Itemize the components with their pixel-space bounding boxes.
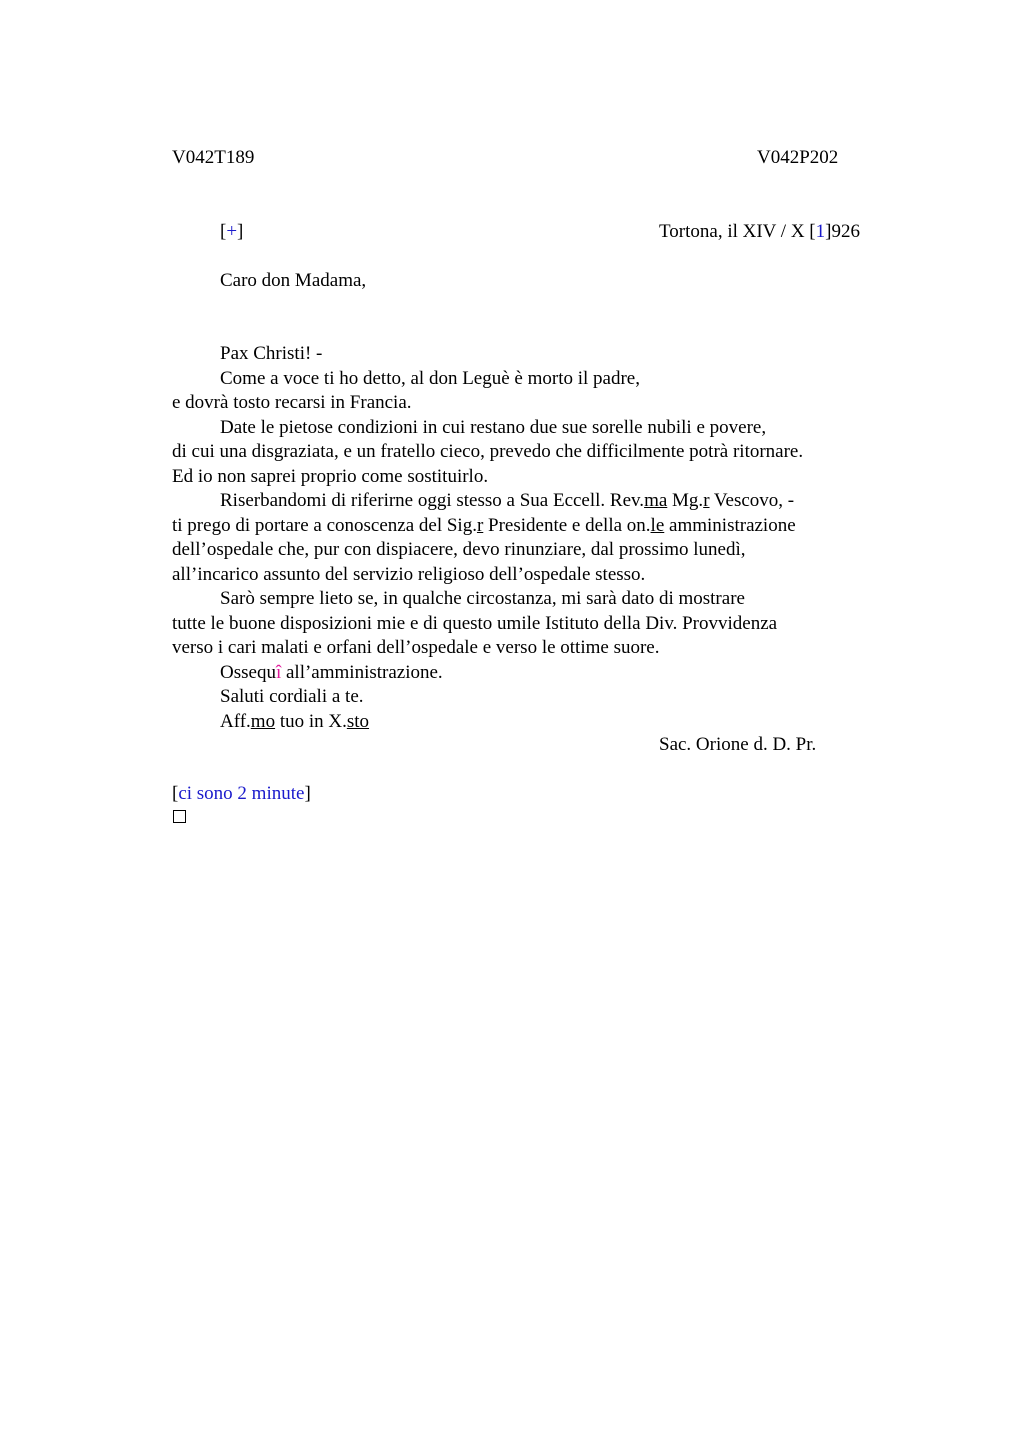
text-line: Riserbandomi di riferirne oggi stesso a Sua Eccell. Rev.ma Mg.r Vescovo, - — [220, 490, 795, 511]
text-line: Come a voce ti ho detto, al don Leguè è morto il padre, — [220, 367, 640, 389]
document-code-right: V042P202 — [757, 147, 839, 168]
editorial-accent: î — [275, 661, 282, 683]
checkbox-square-icon — [173, 810, 186, 823]
text-line: Saluti cordiali a te. — [220, 686, 364, 707]
editorial-note: [ci sono 2 minute] — [172, 783, 311, 804]
cross-marker: [+] — [220, 221, 244, 242]
text-line: ti prego di portare a conoscenza del Sig.r Presidente e della on.le amministrazione — [172, 514, 796, 536]
cross-sign: + — [226, 221, 238, 242]
text-line: e dovrà tosto recarsi in Francia. — [172, 392, 412, 413]
text-line: all’incarico assunto del servizio religioso dell’ospedale stesso. — [172, 563, 646, 585]
text-line: di cui una disgraziata, e un fratello cieco, prevedo che difficilmente potrà ritornare. — [172, 441, 804, 462]
text-line: Date le pietose condizioni in cui restano due sue sorelle nubili e povere, — [220, 416, 767, 438]
text-line: verso i cari malati e orfani dell’ospedale e verso le ottime suore. — [172, 637, 660, 658]
signature: Sac. Orione d. D. Pr. — [659, 734, 817, 755]
text-line: dell’ospedale che, pur con dispiacere, devo rinunziare, dal prossimo lunedì, — [172, 539, 746, 560]
text-line: tutte le buone disposizioni mie e di questo umile Istituto della Div. Provvidenza — [172, 612, 778, 634]
document-code-left: V042T189 — [172, 147, 255, 168]
salutation: Caro don Madama, — [220, 270, 367, 291]
editorial-note-text: ci sono 2 minute — [178, 783, 305, 804]
pax-line: Pax Christi! - — [220, 343, 323, 364]
letter-body — [172, 342, 892, 734]
text-line: Sarò sempre lieto se, in qualche circostanza, mi sarà dato di mostrare — [220, 588, 745, 609]
dateline: Tortona, il XIV / X [1]926 — [659, 221, 860, 242]
date-editorial-digit: 1 — [815, 221, 826, 242]
text-line: Ed io non saprei proprio come sostituirlo. — [172, 465, 489, 487]
closing-line: Aff.mo tuo in X.sto — [220, 710, 370, 732]
text-line: Ossequî all’amministrazione. — [220, 661, 443, 683]
